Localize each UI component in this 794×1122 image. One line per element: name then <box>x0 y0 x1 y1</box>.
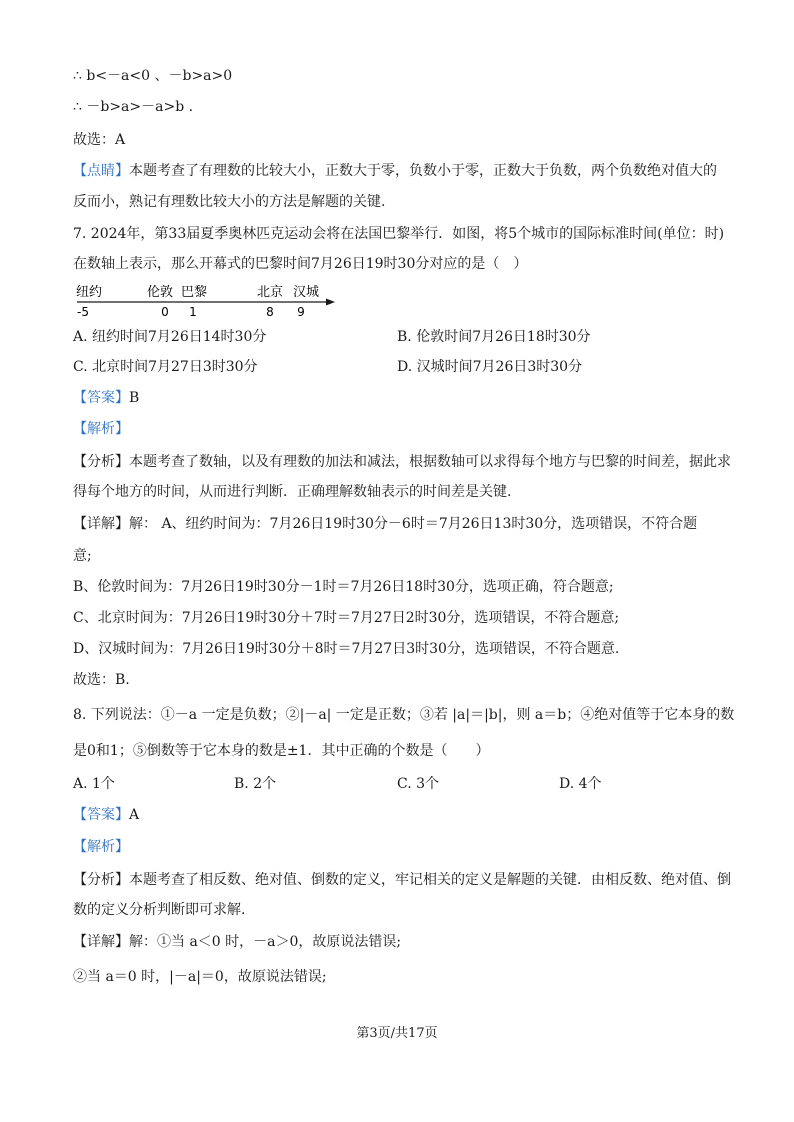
dianjing-line <box>73 161 717 181</box>
q8-option-d: D. 4个 <box>559 776 602 792</box>
answer-value: A <box>129 807 140 823</box>
q7-fenxi-1 <box>73 452 731 472</box>
q8-analysis-label: 【解析】 <box>73 839 129 855</box>
q7-stem-2: 在数轴上表示，那么开幕式的巴黎时间7月26日19时30分对应的是（ ） <box>73 256 528 272</box>
q7-xiangjie-4: D、汉城时间为：7月26日19时30分＋8时＝7月27日3时30分，选项错误，不符合题意. <box>73 641 620 657</box>
q7-option-b: B. 伦敦时间7月26日18时30分 <box>397 329 591 345</box>
q8-option-b: B. 2个 <box>234 776 277 792</box>
proof-line-2: ∴ －b>a>－a>b . <box>73 99 194 115</box>
q7-choose: 故选：B. <box>73 672 130 688</box>
q7-option-c: C. 北京时间7月27日3时30分 <box>73 359 258 375</box>
q8-fenxi-1 <box>73 870 731 890</box>
proof-line-1: ∴ b<－a<0 、－b>a>0 <box>73 68 233 84</box>
dianjing-label: 【点睛】 <box>73 163 129 179</box>
tick-value: 9 <box>297 305 305 319</box>
xiangjie-text: 解： A、纽约时间为：7月26日19时30分－6时＝7月26日13时30分，选项错误，不符合题 <box>129 516 698 532</box>
xiangjie-text: 解：①当 a＜0 时，－a＞0，故原说法错误; <box>129 934 402 950</box>
q7-xiangjie-2: B、伦敦时间为：7月26日19时30分－1时＝7月26日18时30分，选项正确，符合题意; <box>73 579 614 595</box>
city-label: 汉城 <box>293 285 320 300</box>
dianjing-line-2: 反而小，熟记有理数比较大小的方法是解题的关键. <box>73 194 386 210</box>
answer-label: 【答案】 <box>73 390 129 406</box>
q7-answer <box>73 388 139 408</box>
q7-xiangjie-1 <box>73 514 697 534</box>
dianjing-text: 本题考查了有理数的比较大小，正数大于零，负数小于零，正数大于负数，两个负数绝对值大的 <box>129 163 717 179</box>
city-label: 巴黎 <box>181 285 208 300</box>
city-label: 纽约 <box>76 285 103 300</box>
q8-xiangjie-1 <box>73 932 401 952</box>
number-line-figure <box>73 280 343 320</box>
city-label: 北京 <box>257 285 284 300</box>
q8-option-c: C. 3个 <box>397 776 440 792</box>
choose-line: 故选：A <box>73 132 126 148</box>
page-footer: 第3页/共17页 <box>356 1026 438 1041</box>
tick-value: -5 <box>77 305 89 319</box>
q8-fenxi-2: 数的定义分析判断即可求解. <box>73 902 246 918</box>
q8-stem-2: 是0和1；⑤倒数等于它本身的数是±1．其中正确的个数是（ ） <box>73 743 490 759</box>
q8-answer <box>73 805 139 825</box>
tick-value: 1 <box>189 305 197 319</box>
q7-option-d: D. 汉城时间7月26日3时30分 <box>397 359 583 375</box>
q7-fenxi-2: 得每个地方的时间，从而进行判断．正确理解数轴表示的时间差是关键. <box>73 484 512 500</box>
xiangjie-label: 【详解】 <box>73 516 129 532</box>
answer-value: B <box>129 390 140 406</box>
q8-xiangjie-2: ②当 a＝0 时，|－a|＝0，故原说法错误; <box>73 969 327 985</box>
fenxi-label: 【分析】 <box>73 454 129 470</box>
tick-value: 0 <box>161 305 169 319</box>
city-label: 伦敦 <box>147 285 174 300</box>
q7-option-a: A. 纽约时间7月26日14时30分 <box>73 329 267 345</box>
fenxi-label: 【分析】 <box>73 872 129 888</box>
q7-xiangjie-3: C、北京时间为：7月26日19时30分＋7时＝7月27日2时30分，选项错误，不符合题意; <box>73 610 620 626</box>
answer-label: 【答案】 <box>73 807 129 823</box>
q8-option-a: A. 1个 <box>73 776 115 792</box>
fenxi-text: 本题考查了数轴，以及有理数的加法和减法，根据数轴可以求得每个地方与巴黎的时间差，据此求 <box>129 454 731 470</box>
q7-xiangjie-1b: 意; <box>73 548 92 564</box>
fenxi-text: 本题考查了相反数、绝对值、倒数的定义，牢记相关的定义是解题的关键．由相反数、绝对值、倒 <box>129 872 731 888</box>
q8-stem-1: 8. 下列说法：①－a 一定是负数；②|－a| 一定是正数；③若 |a|＝|b|，则 a＝b；④绝对值等于它本身的数 <box>73 707 735 723</box>
axis-arrow <box>326 299 335 306</box>
tick-value: 8 <box>266 305 274 319</box>
q7-analysis-label: 【解析】 <box>73 421 129 437</box>
q7-stem-1: 7. 2024年，第33届夏季奥林匹克运动会将在法国巴黎举行．如图，将5个城市的国际标准时间(单位：时) <box>73 226 725 242</box>
xiangjie-label: 【详解】 <box>73 934 129 950</box>
